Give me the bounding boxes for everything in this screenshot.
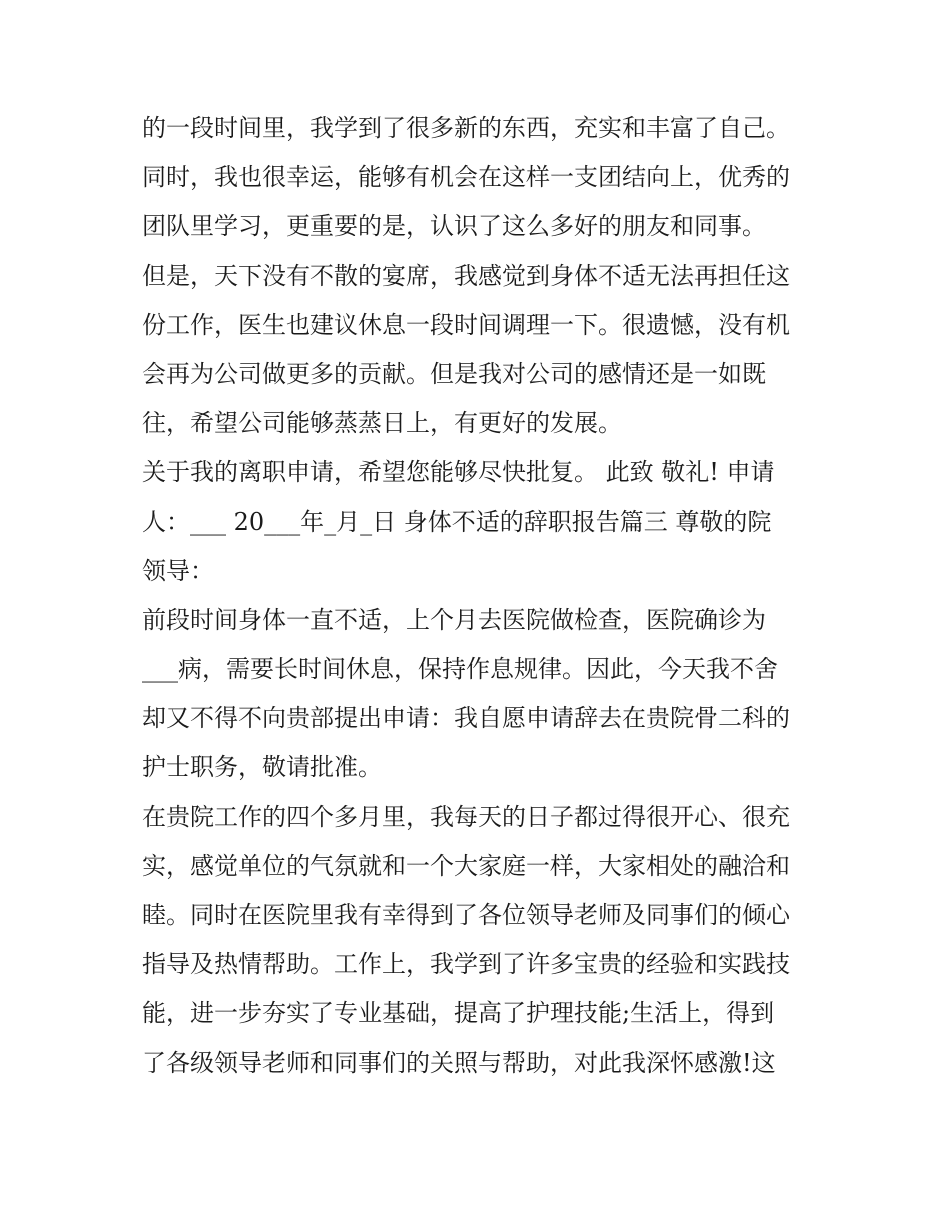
text-line: 会再为公司做更多的贡献。但是我对公司的感情还是一如既 bbox=[142, 359, 766, 388]
text-line: 份工作，医生也建议休息一段时间调理一下。很遗憾，没有机 bbox=[142, 310, 790, 339]
text-line: 指导及热情帮助。工作上，我学到了许多宝贵的经验和实践技 bbox=[142, 950, 790, 979]
text-line: ___病，需要长时间休息，保持作息规律。因此，今天我不舍 bbox=[142, 655, 778, 684]
document-body bbox=[142, 104, 822, 1088]
text-line: 了各级领导老师和同事们的关照与帮助，对此我深怀感激!这 bbox=[142, 1048, 776, 1077]
text-line: 往，希望公司能够蒸蒸日上，有更好的发展。 bbox=[142, 409, 622, 438]
text-line: 护士职务，敬请批准。 bbox=[142, 753, 382, 782]
text-line: 在贵院工作的四个多月里，我每天的日子都过得很开心、很充 bbox=[142, 802, 790, 831]
text-line: 同时，我也很幸运，能够有机会在这样一支团结向上，优秀的 bbox=[142, 163, 790, 192]
text-line: 团队里学习，更重要的是，认识了这么多好的朋友和同事。 bbox=[142, 212, 766, 241]
text-line: 人：___ 20___年_月_日 身体不适的辞职报告篇三 尊敬的院 bbox=[142, 507, 772, 536]
text-line: 关于我的离职申请，希望您能够尽快批复。 此致 敬礼! 申请 bbox=[142, 458, 775, 487]
text-line: 前段时间身体一直不适，上个月去医院做检查，医院确诊为 bbox=[142, 605, 766, 634]
text-line: 但是，天下没有不散的宴席，我感觉到身体不适无法再担任这 bbox=[142, 261, 790, 290]
text-line: 睦。同时在医院里我有幸得到了各位领导老师及同事们的倾心 bbox=[142, 901, 790, 929]
text-line: 实，感觉单位的气氛就和一个大家庭一样，大家相处的融洽和 bbox=[142, 851, 790, 880]
text-line: 却又不得不向贵部提出申请：我自愿申请辞去在贵院骨二科的 bbox=[142, 704, 790, 733]
text-line: 能，进一步夯实了专业基础，提高了护理技能;生活上，得到 bbox=[142, 999, 775, 1028]
text-line: 的一段时间里，我学到了很多新的东西，充实和丰富了自己。 bbox=[142, 114, 790, 142]
text-line: 领导： bbox=[142, 556, 214, 585]
